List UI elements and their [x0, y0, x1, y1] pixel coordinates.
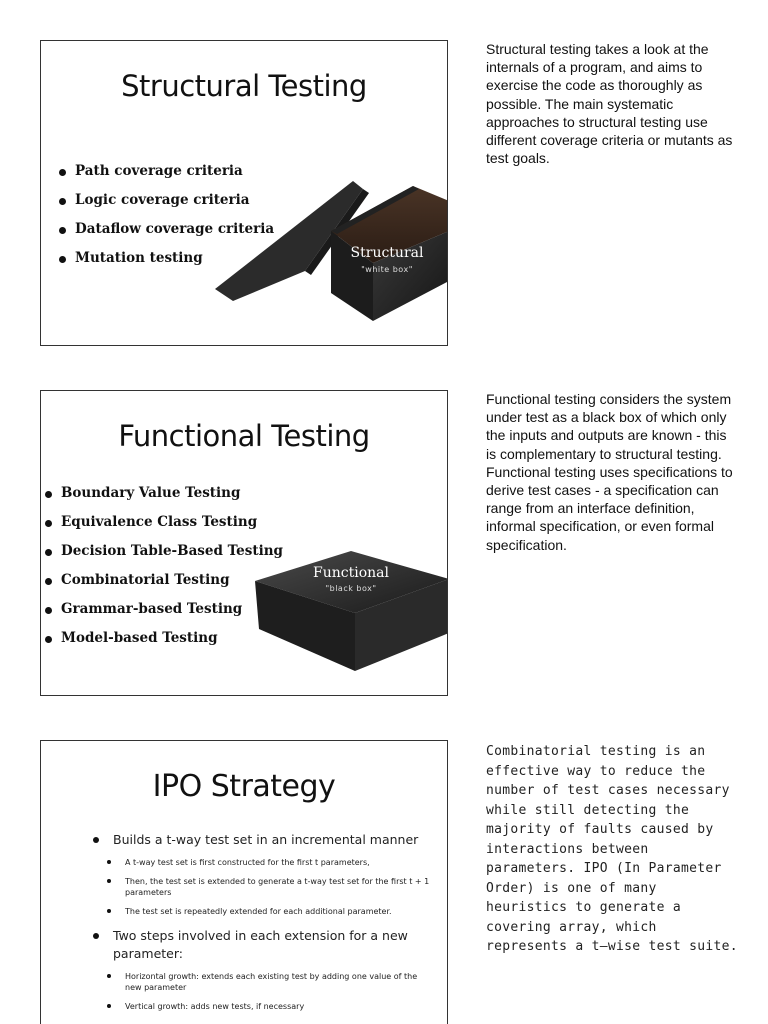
bullet-item: Equivalence Class Testing	[43, 514, 283, 543]
bullet-item	[91, 831, 431, 849]
box-label: Functional	[313, 565, 389, 581]
slide-ipo-strategy	[40, 740, 448, 1024]
slide-title: Functional Testing	[118, 419, 370, 453]
bullet-item: Decision Table-Based Testing	[43, 543, 283, 572]
box-sublabel: "black box"	[325, 584, 377, 593]
slide-functional-testing	[40, 390, 448, 696]
sub-bullet-group	[91, 857, 431, 917]
bullet-text: Two steps involved in each extension for a new parameter:	[113, 928, 408, 961]
sub-bullet-group	[91, 971, 431, 1012]
closed-box-image	[251, 541, 448, 691]
bullet-item: Combinatorial Testing	[43, 572, 283, 601]
bullet-item: Boundary Value Testing	[43, 485, 283, 514]
speaker-note: Structural testing takes a look at the internals of a program, and aims to exercise the code as thoroughly as possible. The main systematic approaches to structural testing use different coverage criteria or mutants as test goals.	[486, 41, 733, 167]
box-label: Structural	[350, 245, 424, 261]
open-box-image	[213, 171, 448, 346]
sub-bullet-item: The test set is repeatedly extended for each additional parameter.	[91, 906, 431, 917]
speaker-note: Combinatorial testing is an effective way to reduce the number of test cases necessary while still detecting the majority of faults caused by interactions between parameters. IPO (In Parameter Order) is one of many heuristics to generate a covering array, which represents a t–wise test suite.	[486, 744, 738, 954]
sub-bullet-item: Horizontal growth: extends each existing test by adding one value of the new parameter	[91, 971, 431, 993]
ipo-bullet-list	[91, 831, 431, 1022]
box-sublabel: "white box"	[361, 265, 413, 274]
bullet-list	[43, 485, 283, 659]
bullet-item: Model-based Testing	[43, 630, 283, 659]
bullet-item: Logic coverage criteria	[57, 192, 274, 221]
slide-title: Structural Testing	[121, 69, 367, 103]
sub-bullet-item: Then, the test set is extended to generate a t-way test set for the first t + 1 parameters	[91, 876, 431, 898]
bullet-item: Dataflow coverage criteria	[57, 221, 274, 250]
bullet-text: Builds a t-way test set in an incremental manner	[113, 832, 419, 847]
sub-bullet-item: A t-way test set is first constructed for the first t parameters,	[91, 857, 431, 868]
sub-bullet-item: Vertical growth: adds new tests, if necessary	[91, 1001, 431, 1012]
bullet-item: Grammar-based Testing	[43, 601, 283, 630]
bullet-item: Path coverage criteria	[57, 163, 274, 192]
slide-title: IPO Strategy	[152, 769, 336, 804]
slide-structural-testing	[40, 40, 448, 346]
speaker-note: Functional testing considers the system under test as a black box of which only the inputs and outputs are known - this is complementary to structural testing. Functional testing uses specifications to derive test cases - a specification can range from an interface definition, informal specification, or even formal specification.	[486, 391, 733, 553]
bullet-item: Mutation testing	[57, 250, 274, 279]
bullet-item	[91, 927, 431, 963]
